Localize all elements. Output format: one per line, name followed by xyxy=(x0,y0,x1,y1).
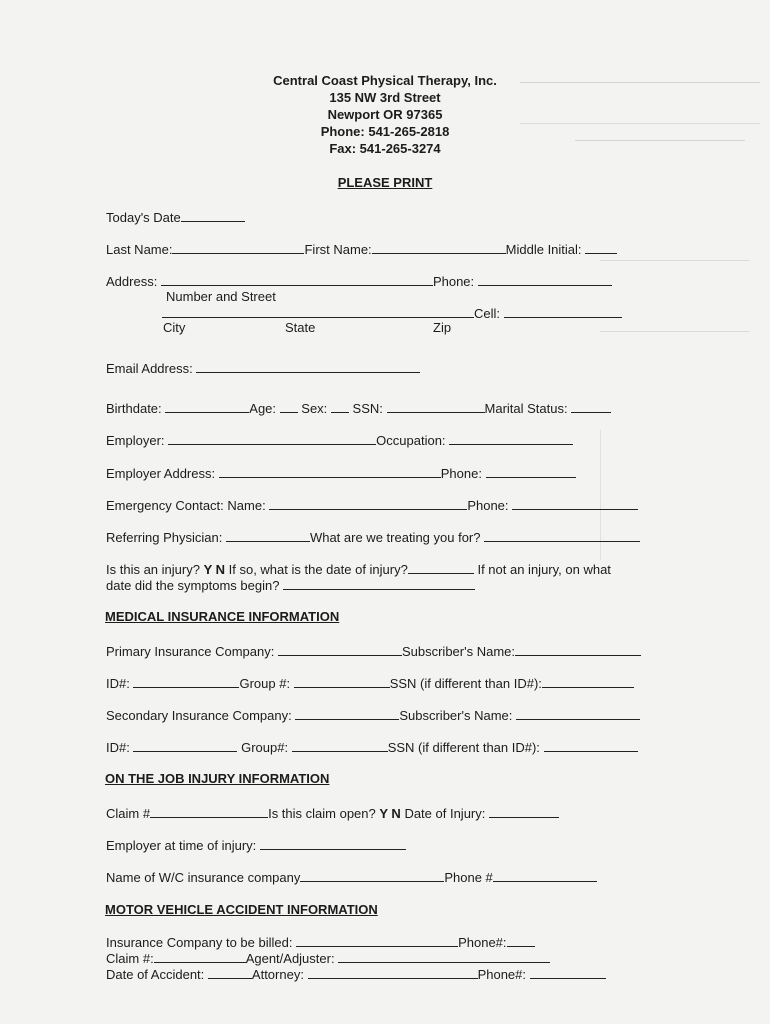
secondary-insurance-field[interactable] xyxy=(295,707,399,720)
primary-id-row xyxy=(106,675,634,692)
primary-insurance-label: Primary Insurance Company: xyxy=(106,644,275,659)
address-label: Address: xyxy=(106,274,158,289)
employer-label: Employer: xyxy=(106,433,165,448)
symptoms-date-field[interactable] xyxy=(283,577,475,590)
symptoms-row xyxy=(106,577,475,594)
injury-date-label: If so, what is the date of injury? xyxy=(228,562,408,577)
secondary-insurance-row xyxy=(106,707,640,724)
employer-row xyxy=(106,432,573,449)
mv-insurance-label: Insurance Company to be billed: xyxy=(106,935,293,950)
claim-open-yes-no[interactable]: Y N xyxy=(379,806,401,821)
emergency-contact-row xyxy=(106,497,638,514)
birthdate-label: Birthdate: xyxy=(106,401,162,416)
sex-label: Sex: xyxy=(301,401,328,416)
company-fax: Fax: 541-265-3274 xyxy=(329,141,441,156)
treating-for-field[interactable] xyxy=(484,529,640,542)
secondary-id-label: ID#: xyxy=(106,740,130,755)
birthdate-field[interactable] xyxy=(165,400,249,413)
mv-phone2-label: Phone#: xyxy=(477,967,526,982)
job-date-of-injury-field[interactable] xyxy=(489,805,559,818)
symptoms-date-label: date did the symptoms begin? xyxy=(106,578,280,593)
mv-insurance-field[interactable] xyxy=(296,934,458,947)
ssn-field[interactable] xyxy=(387,400,485,413)
cell-field[interactable] xyxy=(504,305,622,318)
employer-address-field[interactable] xyxy=(219,465,441,478)
employer-at-injury-row xyxy=(106,837,406,854)
marital-status-field[interactable] xyxy=(571,400,611,413)
zip-caption: Zip xyxy=(433,320,452,335)
first-name-field[interactable] xyxy=(372,241,506,254)
secondary-insurance-label: Secondary Insurance Company: xyxy=(106,708,292,723)
wc-company-field[interactable] xyxy=(300,869,444,882)
secondary-subscriber-label: Subscriber's Name: xyxy=(399,708,513,723)
occupation-field[interactable] xyxy=(449,432,573,445)
claim-row xyxy=(106,805,559,822)
last-name-field[interactable] xyxy=(172,241,304,254)
primary-ssn-field[interactable] xyxy=(542,675,634,688)
mv-claim-label: Claim #: xyxy=(106,951,154,966)
secondary-id-row xyxy=(106,739,638,756)
primary-insurance-field[interactable] xyxy=(278,643,402,656)
mv-date-of-accident-field[interactable] xyxy=(208,966,252,979)
sex-field[interactable] xyxy=(331,400,349,413)
mv-attorney-field[interactable] xyxy=(308,966,478,979)
emergency-phone-field[interactable] xyxy=(512,497,638,510)
emergency-contact-label: Emergency Contact: Name: xyxy=(106,498,266,513)
claim-label: Claim # xyxy=(106,806,151,821)
mv-date-of-accident-label: Date of Accident: xyxy=(106,967,205,982)
address-row xyxy=(106,273,612,290)
mv-phone-label: Phone#: xyxy=(458,935,507,950)
employer-at-injury-field[interactable] xyxy=(260,837,406,850)
state-caption: State xyxy=(285,320,316,335)
primary-insurance-row xyxy=(106,643,641,660)
phone-field[interactable] xyxy=(478,273,612,286)
referring-physician-field[interactable] xyxy=(226,529,310,542)
wc-phone-label: Phone # xyxy=(444,870,493,885)
secondary-group-field[interactable] xyxy=(292,739,388,752)
secondary-ssn-field[interactable] xyxy=(544,739,638,752)
treating-for-label: What are we treating you for? xyxy=(309,530,481,545)
city-caption: City xyxy=(163,320,186,335)
injury-yes-no[interactable]: Y N xyxy=(203,562,225,577)
mv-claim-row xyxy=(106,950,550,967)
email-label: Email Address: xyxy=(106,361,193,376)
bleed-through-text xyxy=(600,260,750,332)
age-field[interactable] xyxy=(280,400,298,413)
employer-address-label: Employer Address: xyxy=(106,466,216,481)
number-and-street-caption: Number and Street xyxy=(166,289,276,304)
first-name-label: First Name: xyxy=(304,242,372,257)
phone-label: Phone: xyxy=(432,274,475,289)
injury-row xyxy=(106,561,611,578)
primary-group-field[interactable] xyxy=(294,675,390,688)
job-injury-heading: ON THE JOB INJURY INFORMATION xyxy=(105,771,330,786)
please-print: PLEASE PRINT xyxy=(337,175,433,190)
primary-subscriber-field[interactable] xyxy=(515,643,641,656)
secondary-id-field[interactable] xyxy=(133,739,237,752)
mv-agent-field[interactable] xyxy=(338,950,550,963)
mv-attorney-label: Attorney: xyxy=(251,967,304,982)
mv-insurance-row xyxy=(106,934,535,951)
birthdate-row xyxy=(106,400,611,417)
city-state-zip-field[interactable] xyxy=(162,305,474,318)
injury-question-label: Is this an injury? xyxy=(106,562,200,577)
motor-vehicle-heading: MOTOR VEHICLE ACCIDENT INFORMATION xyxy=(105,902,378,917)
employer-address-row xyxy=(106,465,576,482)
name-row xyxy=(106,241,617,258)
primary-id-label: ID#: xyxy=(106,676,130,691)
wc-phone-field[interactable] xyxy=(493,869,597,882)
secondary-subscriber-field[interactable] xyxy=(516,707,640,720)
employer-field[interactable] xyxy=(168,432,376,445)
company-city: Newport OR 97365 xyxy=(327,107,443,122)
employer-at-injury-label: Employer at time of injury: xyxy=(106,838,257,853)
employer-phone-label: Phone: xyxy=(440,466,482,481)
secondary-group-label: Group#: xyxy=(241,740,289,755)
email-field[interactable] xyxy=(196,360,420,373)
marital-status-label: Marital Status: xyxy=(484,401,568,416)
last-name-label: Last Name: xyxy=(106,242,173,257)
middle-initial-label: Middle Initial: xyxy=(505,242,582,257)
mv-claim-field[interactable] xyxy=(154,950,246,963)
todays-date-row xyxy=(106,209,245,226)
wc-company-row xyxy=(106,869,597,886)
claim-open-label: Is this claim open? xyxy=(268,806,376,821)
occupation-label: Occupation: xyxy=(376,433,446,448)
company-phone: Phone: 541-265-2818 xyxy=(320,124,450,139)
emergency-contact-field[interactable] xyxy=(269,497,467,510)
referring-physician-label: Referring Physician: xyxy=(106,530,223,545)
mv-phone-field[interactable] xyxy=(507,934,535,947)
mv-accident-row xyxy=(106,966,606,983)
emergency-phone-label: Phone: xyxy=(467,498,509,513)
ssn-label: SSN: xyxy=(352,401,383,416)
company-name: Central Coast Physical Therapy, Inc. xyxy=(273,73,497,88)
todays-date-field[interactable] xyxy=(181,209,245,222)
employer-phone-field[interactable] xyxy=(486,465,576,478)
wc-company-label: Name of W/C insurance company xyxy=(106,870,301,885)
cell-label: Cell: xyxy=(474,306,501,321)
primary-id-field[interactable] xyxy=(133,675,239,688)
middle-initial-field[interactable] xyxy=(585,241,617,254)
company-street: 135 NW 3rd Street xyxy=(329,90,441,105)
todays-date-label: Today's Date xyxy=(106,210,181,225)
primary-group-label: Group #: xyxy=(239,676,291,691)
claim-field[interactable] xyxy=(150,805,268,818)
email-row xyxy=(106,360,420,377)
age-label: Age: xyxy=(249,401,277,416)
primary-subscriber-label: Subscriber's Name: xyxy=(401,644,515,659)
job-date-of-injury-label: Date of Injury: xyxy=(404,806,486,821)
referring-physician-row xyxy=(106,529,640,546)
medical-insurance-heading: MEDICAL INSURANCE INFORMATION xyxy=(105,609,340,624)
mv-phone2-field[interactable] xyxy=(530,966,606,979)
secondary-ssn-label: SSN (if different than ID#): xyxy=(387,740,540,755)
mv-agent-label: Agent/Adjuster: xyxy=(245,951,335,966)
injury-date-field[interactable] xyxy=(408,561,474,574)
not-injury-label: If not an injury, on what xyxy=(477,562,611,577)
primary-ssn-label: SSN (if different than ID#): xyxy=(389,676,542,691)
address-field[interactable] xyxy=(161,273,433,286)
city-row xyxy=(162,305,622,322)
